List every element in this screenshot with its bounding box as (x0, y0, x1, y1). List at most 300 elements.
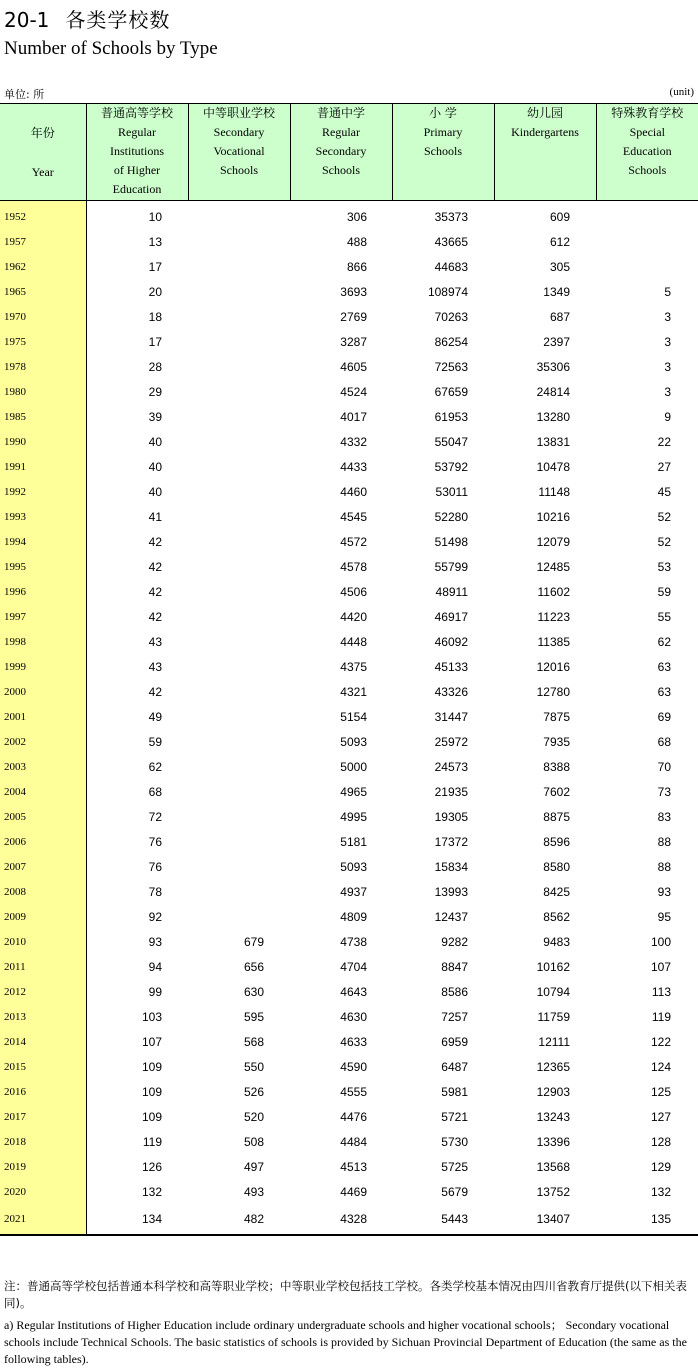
header-vocational-cn: 中等职业学校 (202, 106, 275, 120)
secondary-cell: 4017 (340, 409, 367, 424)
secondary-cell: 4965 (340, 784, 367, 799)
vocational-cell: 508 (243, 1134, 264, 1149)
kindergarten-cell: 8596 (543, 834, 570, 849)
year-cell: 2016 (0, 1079, 86, 1104)
vocational-cell (188, 654, 290, 679)
secondary-cell: 4513 (340, 1159, 367, 1174)
secondary-cell: 4524 (340, 384, 367, 399)
kindergarten-cell: 8875 (543, 809, 570, 824)
year-cell: 1975 (0, 329, 86, 354)
primary-cell: 21935 (434, 784, 468, 799)
vocational-cell (188, 204, 290, 229)
special-cell: 119 (651, 1009, 671, 1024)
year-cell: 1991 (0, 454, 86, 479)
table-row (0, 254, 698, 279)
primary-cell: 48911 (435, 584, 468, 599)
footnote-english: a) Regular Institutions of Higher Education include ordinary undergraduate schools and higher vocational schools； Secondary vocational schools include Technical Schools. The basic statistics of schools is provided by Sichuan Provincial Department of Education (the same as the following tables). (4, 1318, 687, 1366)
year-cell: 1957 (0, 229, 86, 254)
vocational-cell (188, 629, 290, 654)
table-row (0, 1204, 698, 1235)
vocational-cell (188, 229, 290, 254)
special-cell: 52 (657, 509, 671, 524)
special-cell (596, 254, 698, 279)
special-cell: 100 (650, 934, 671, 949)
primary-cell: 45133 (434, 659, 468, 674)
primary-cell: 15834 (434, 859, 468, 874)
header-vocational: 中等职业学校 Secondary Vocational Schools (188, 104, 290, 201)
kindergarten-cell: 8425 (543, 884, 570, 899)
secondary-cell: 5181 (340, 834, 367, 849)
kindergarten-cell: 12079 (536, 534, 570, 549)
vocational-cell: 568 (243, 1034, 264, 1049)
secondary-cell: 4738 (340, 934, 367, 949)
primary-cell: 6487 (441, 1059, 468, 1074)
secondary-cell: 4704 (340, 959, 367, 974)
secondary-cell: 4476 (340, 1109, 367, 1124)
higher-cell: 94 (148, 959, 162, 974)
higher-cell: 42 (148, 584, 162, 599)
year-cell: 2012 (0, 979, 86, 1004)
special-cell (596, 204, 698, 229)
primary-cell: 12437 (434, 909, 468, 924)
higher-cell: 49 (148, 709, 162, 724)
year-cell: 1994 (0, 529, 86, 554)
year-cell: 1980 (0, 379, 86, 404)
table-row (0, 1154, 698, 1179)
kindergarten-cell: 13243 (536, 1109, 570, 1124)
vocational-cell: 493 (243, 1184, 264, 1199)
special-cell: 95 (657, 909, 671, 924)
higher-cell: 40 (148, 459, 162, 474)
kindergarten-cell: 10216 (536, 509, 570, 524)
kindergarten-cell: 609 (549, 209, 570, 224)
kindergarten-cell: 13568 (536, 1159, 570, 1174)
primary-cell: 5443 (392, 1204, 494, 1235)
vocational-cell (188, 904, 290, 929)
table-row (0, 754, 698, 779)
secondary-cell: 4433 (340, 459, 367, 474)
vocational-cell (188, 504, 290, 529)
higher-cell: 28 (148, 359, 162, 374)
table-number: 20-1 (4, 8, 50, 32)
special-cell: 63 (657, 684, 671, 699)
secondary-cell: 4555 (340, 1084, 367, 1099)
vocational-cell (188, 779, 290, 804)
kindergarten-cell: 13752 (536, 1184, 570, 1199)
table-row (0, 654, 698, 679)
higher-cell: 59 (148, 734, 162, 749)
higher-cell: 62 (148, 759, 162, 774)
table-row (0, 354, 698, 379)
table-row (0, 604, 698, 629)
special-cell: 68 (657, 734, 671, 749)
special-cell: 9 (664, 409, 671, 424)
secondary-cell: 866 (346, 259, 367, 274)
vocational-cell (188, 729, 290, 754)
header-special-cn: 特殊教育学校 (611, 106, 684, 120)
special-cell: 62 (657, 634, 671, 649)
higher-cell: 40 (148, 484, 162, 499)
special-cell: 45 (657, 484, 671, 499)
kindergarten-cell: 13407 (494, 1204, 596, 1235)
secondary-cell: 5093 (340, 734, 367, 749)
higher-cell: 99 (148, 984, 162, 999)
table-row (0, 1004, 698, 1029)
vocational-cell (188, 879, 290, 904)
special-cell: 132 (650, 1184, 671, 1199)
secondary-cell: 4332 (340, 434, 367, 449)
year-cell: 2005 (0, 804, 86, 829)
kindergarten-cell: 7935 (543, 734, 570, 749)
year-cell: 2017 (0, 1104, 86, 1129)
kindergarten-cell: 8388 (543, 759, 570, 774)
year-cell: 1985 (0, 404, 86, 429)
table-row (0, 504, 698, 529)
special-cell: 135 (596, 1204, 698, 1235)
primary-cell: 86254 (434, 334, 468, 349)
higher-cell: 109 (141, 1059, 162, 1074)
table-row (0, 1104, 698, 1129)
secondary-cell: 4375 (340, 659, 367, 674)
title-chinese: 各类学校数 (65, 8, 171, 32)
kindergarten-cell: 35306 (536, 359, 570, 374)
higher-cell: 17 (148, 334, 162, 349)
kindergarten-cell: 7875 (543, 709, 570, 724)
primary-cell: 17372 (434, 834, 468, 849)
year-cell: 2020 (0, 1179, 86, 1204)
kindergarten-cell: 2397 (543, 334, 570, 349)
header-primary-cn: 小 学 (429, 106, 457, 120)
special-cell: 129 (650, 1159, 671, 1174)
vocational-cell (188, 254, 290, 279)
year-cell: 1978 (0, 354, 86, 379)
primary-cell: 24573 (434, 759, 468, 774)
vocational-cell: 679 (243, 934, 264, 949)
secondary-cell: 488 (346, 234, 367, 249)
year-cell: 1998 (0, 629, 86, 654)
kindergarten-cell: 12485 (536, 559, 570, 574)
primary-cell: 44683 (434, 259, 468, 274)
special-cell: 83 (657, 809, 671, 824)
table-row (0, 979, 698, 1004)
secondary-cell: 4633 (340, 1034, 367, 1049)
kindergarten-cell: 9483 (543, 934, 570, 949)
special-cell: 22 (657, 434, 671, 449)
secondary-cell: 4321 (340, 684, 367, 699)
year-cell: 2011 (0, 954, 86, 979)
kindergarten-cell: 24814 (536, 384, 570, 399)
kindergarten-cell: 12365 (536, 1059, 570, 1074)
vocational-cell (188, 579, 290, 604)
year-cell: 2004 (0, 779, 86, 804)
year-cell: 2002 (0, 729, 86, 754)
year-cell: 2003 (0, 754, 86, 779)
table-row (0, 1129, 698, 1154)
year-cell: 2021 (0, 1204, 86, 1235)
table-row (0, 879, 698, 904)
primary-cell: 7257 (441, 1009, 468, 1024)
higher-cell: 39 (148, 409, 162, 424)
kindergarten-cell: 687 (549, 309, 570, 324)
year-cell: 1995 (0, 554, 86, 579)
higher-cell: 72 (148, 809, 162, 824)
secondary-cell: 5154 (340, 709, 367, 724)
special-cell: 125 (650, 1084, 671, 1099)
special-cell: 128 (650, 1134, 671, 1149)
kindergarten-cell: 13280 (536, 409, 570, 424)
kindergarten-cell: 12111 (538, 1034, 570, 1049)
year-cell: 1992 (0, 479, 86, 504)
table-row (0, 479, 698, 504)
secondary-cell: 4605 (340, 359, 367, 374)
kindergarten-cell: 1349 (543, 284, 570, 299)
higher-cell: 42 (148, 609, 162, 624)
kindergarten-cell: 12780 (536, 684, 570, 699)
vocational-cell (188, 754, 290, 779)
special-cell: 3 (664, 334, 671, 349)
special-cell: 3 (664, 384, 671, 399)
higher-cell: 43 (148, 659, 162, 674)
year-cell: 2014 (0, 1029, 86, 1054)
table-row (0, 579, 698, 604)
primary-cell: 19305 (434, 809, 468, 824)
table-row (0, 554, 698, 579)
primary-cell: 5981 (441, 1084, 468, 1099)
kindergarten-cell: 13831 (536, 434, 570, 449)
vocational-cell (188, 454, 290, 479)
special-cell: 73 (657, 784, 671, 799)
table-row (0, 704, 698, 729)
secondary-cell: 4995 (340, 809, 367, 824)
kindergarten-cell: 612 (549, 234, 570, 249)
primary-cell: 43326 (434, 684, 468, 699)
secondary-cell: 3693 (340, 284, 367, 299)
header-row (0, 104, 698, 201)
vocational-cell (188, 604, 290, 629)
primary-cell: 13993 (434, 884, 468, 899)
vocational-cell: 497 (243, 1159, 264, 1174)
kindergarten-cell: 7602 (543, 784, 570, 799)
year-cell: 2018 (0, 1129, 86, 1154)
year-cell: 1962 (0, 254, 86, 279)
special-cell: 88 (657, 834, 671, 849)
primary-cell: 31447 (434, 709, 468, 724)
footnote-chinese: 注：普通高等学校包括普通本科学校和高等职业学校；中等职业学校包括技工学校。各类学校基本情况由四川省教育厅提供(以下相关表同)。 (4, 1279, 687, 1310)
special-cell: 88 (657, 859, 671, 874)
table-row (0, 729, 698, 754)
secondary-cell: 4578 (340, 559, 367, 574)
higher-cell: 76 (148, 859, 162, 874)
higher-cell: 132 (141, 1184, 162, 1199)
kindergarten-cell: 10162 (536, 959, 570, 974)
higher-cell: 103 (141, 1009, 162, 1024)
primary-cell: 25972 (434, 734, 468, 749)
higher-cell: 42 (148, 534, 162, 549)
kindergarten-cell: 10794 (536, 984, 570, 999)
primary-cell: 9282 (441, 934, 468, 949)
vocational-cell (188, 529, 290, 554)
higher-cell: 42 (148, 684, 162, 699)
table-row (0, 1054, 698, 1079)
secondary-cell: 4420 (340, 609, 367, 624)
primary-cell: 51498 (434, 534, 468, 549)
year-cell: 1952 (0, 204, 86, 229)
kindergarten-cell: 10478 (536, 459, 570, 474)
table-title (4, 4, 170, 32)
higher-cell: 10 (148, 209, 162, 224)
year-cell: 1990 (0, 429, 86, 454)
primary-cell: 5721 (441, 1109, 468, 1124)
vocational-cell: 630 (243, 984, 264, 999)
vocational-cell (188, 329, 290, 354)
special-cell: 124 (650, 1059, 671, 1074)
secondary-cell: 3287 (340, 334, 367, 349)
header-secondary-cn: 普通中学 (316, 106, 365, 120)
primary-cell: 67659 (434, 384, 468, 399)
year-cell: 2009 (0, 904, 86, 929)
vocational-cell (188, 354, 290, 379)
primary-cell: 55047 (434, 434, 468, 449)
table-row (0, 1179, 698, 1204)
vocational-cell (188, 479, 290, 504)
secondary-cell: 4545 (340, 509, 367, 524)
secondary-cell: 4469 (340, 1184, 367, 1199)
kindergarten-cell: 305 (549, 259, 570, 274)
table-row (0, 429, 698, 454)
vocational-cell (188, 804, 290, 829)
vocational-cell: 520 (243, 1109, 264, 1124)
higher-cell: 109 (141, 1084, 162, 1099)
primary-cell: 61953 (434, 409, 468, 424)
table-row (0, 954, 698, 979)
higher-cell: 93 (148, 934, 162, 949)
year-cell: 2010 (0, 929, 86, 954)
special-cell: 3 (664, 309, 671, 324)
vocational-cell: 656 (243, 959, 264, 974)
primary-cell: 5725 (441, 1159, 468, 1174)
primary-cell: 55799 (434, 559, 468, 574)
higher-cell: 42 (148, 559, 162, 574)
kindergarten-cell: 8580 (543, 859, 570, 874)
secondary-cell: 4937 (340, 884, 367, 899)
year-cell: 1996 (0, 579, 86, 604)
higher-cell: 126 (141, 1159, 162, 1174)
table-row (0, 529, 698, 554)
table-row (0, 204, 698, 229)
special-cell: 63 (657, 659, 671, 674)
table-row (0, 679, 698, 704)
header-year-en: Year (31, 165, 54, 179)
vocational-cell (188, 429, 290, 454)
vocational-cell (188, 304, 290, 329)
table-row (0, 454, 698, 479)
higher-cell: 29 (148, 384, 162, 399)
secondary-cell: 5000 (340, 759, 367, 774)
year-cell: 2019 (0, 1154, 86, 1179)
higher-cell: 119 (142, 1134, 162, 1149)
primary-cell: 5679 (441, 1184, 468, 1199)
vocational-cell (188, 854, 290, 879)
primary-cell: 53011 (435, 484, 468, 499)
schools-table (0, 103, 698, 1236)
kindergarten-cell: 12016 (536, 659, 570, 674)
special-cell: 5 (664, 284, 671, 299)
primary-cell: 72563 (434, 359, 468, 374)
secondary-cell: 4572 (340, 534, 367, 549)
table-row (0, 829, 698, 854)
special-cell: 55 (657, 609, 671, 624)
kindergarten-cell: 11759 (537, 1009, 570, 1024)
special-cell: 70 (657, 759, 671, 774)
higher-cell: 18 (148, 309, 162, 324)
special-cell (596, 229, 698, 254)
vocational-cell (188, 554, 290, 579)
vocational-cell: 595 (243, 1009, 264, 1024)
secondary-cell: 4630 (340, 1009, 367, 1024)
year-cell: 2007 (0, 854, 86, 879)
higher-cell: 68 (148, 784, 162, 799)
table-row (0, 1079, 698, 1104)
kindergarten-cell: 11385 (537, 634, 570, 649)
header-year (0, 104, 86, 201)
header-secondary: 普通中学 Regular Secondary Schools (290, 104, 392, 201)
vocational-cell (188, 379, 290, 404)
year-cell: 1999 (0, 654, 86, 679)
header-special: 特殊教育学校 Special Education Schools (596, 104, 698, 201)
vocational-cell (188, 404, 290, 429)
header-higher-cn: 普通高等学校 (100, 106, 173, 120)
header-kindergarten: 幼儿园 Kindergartens (494, 104, 596, 201)
vocational-cell: 550 (243, 1059, 264, 1074)
higher-cell: 109 (141, 1109, 162, 1124)
kindergarten-cell: 11223 (537, 609, 570, 624)
higher-cell: 17 (148, 259, 162, 274)
header-kindergarten-cn: 幼儿园 (526, 106, 563, 120)
secondary-cell: 2769 (340, 309, 367, 324)
table-row (0, 379, 698, 404)
kindergarten-cell: 8562 (543, 909, 570, 924)
secondary-cell: 5093 (340, 859, 367, 874)
unit-label-english: (unit) (669, 86, 694, 98)
secondary-cell: 4328 (290, 1204, 392, 1235)
special-cell: 52 (657, 534, 671, 549)
vocational-cell: 482 (188, 1204, 290, 1235)
table-body (0, 201, 698, 1236)
secondary-cell: 4590 (340, 1059, 367, 1074)
higher-cell: 76 (148, 834, 162, 849)
vocational-cell (188, 679, 290, 704)
kindergarten-cell: 12903 (536, 1084, 570, 1099)
table-row (0, 329, 698, 354)
primary-cell: 53792 (434, 459, 468, 474)
higher-cell: 134 (86, 1204, 188, 1235)
secondary-cell: 4484 (340, 1134, 367, 1149)
year-cell: 2015 (0, 1054, 86, 1079)
higher-cell: 40 (148, 434, 162, 449)
higher-cell: 43 (148, 634, 162, 649)
kindergarten-cell: 11148 (538, 484, 570, 499)
special-cell: 113 (651, 984, 671, 999)
primary-cell: 70263 (434, 309, 468, 324)
year-cell: 1993 (0, 504, 86, 529)
special-cell: 107 (650, 959, 671, 974)
year-cell: 1997 (0, 604, 86, 629)
table-row (0, 1029, 698, 1054)
vocational-cell: 526 (243, 1084, 264, 1099)
title-english: Number of Schools by Type (4, 38, 218, 59)
special-cell: 59 (657, 584, 671, 599)
secondary-cell: 4460 (340, 484, 367, 499)
